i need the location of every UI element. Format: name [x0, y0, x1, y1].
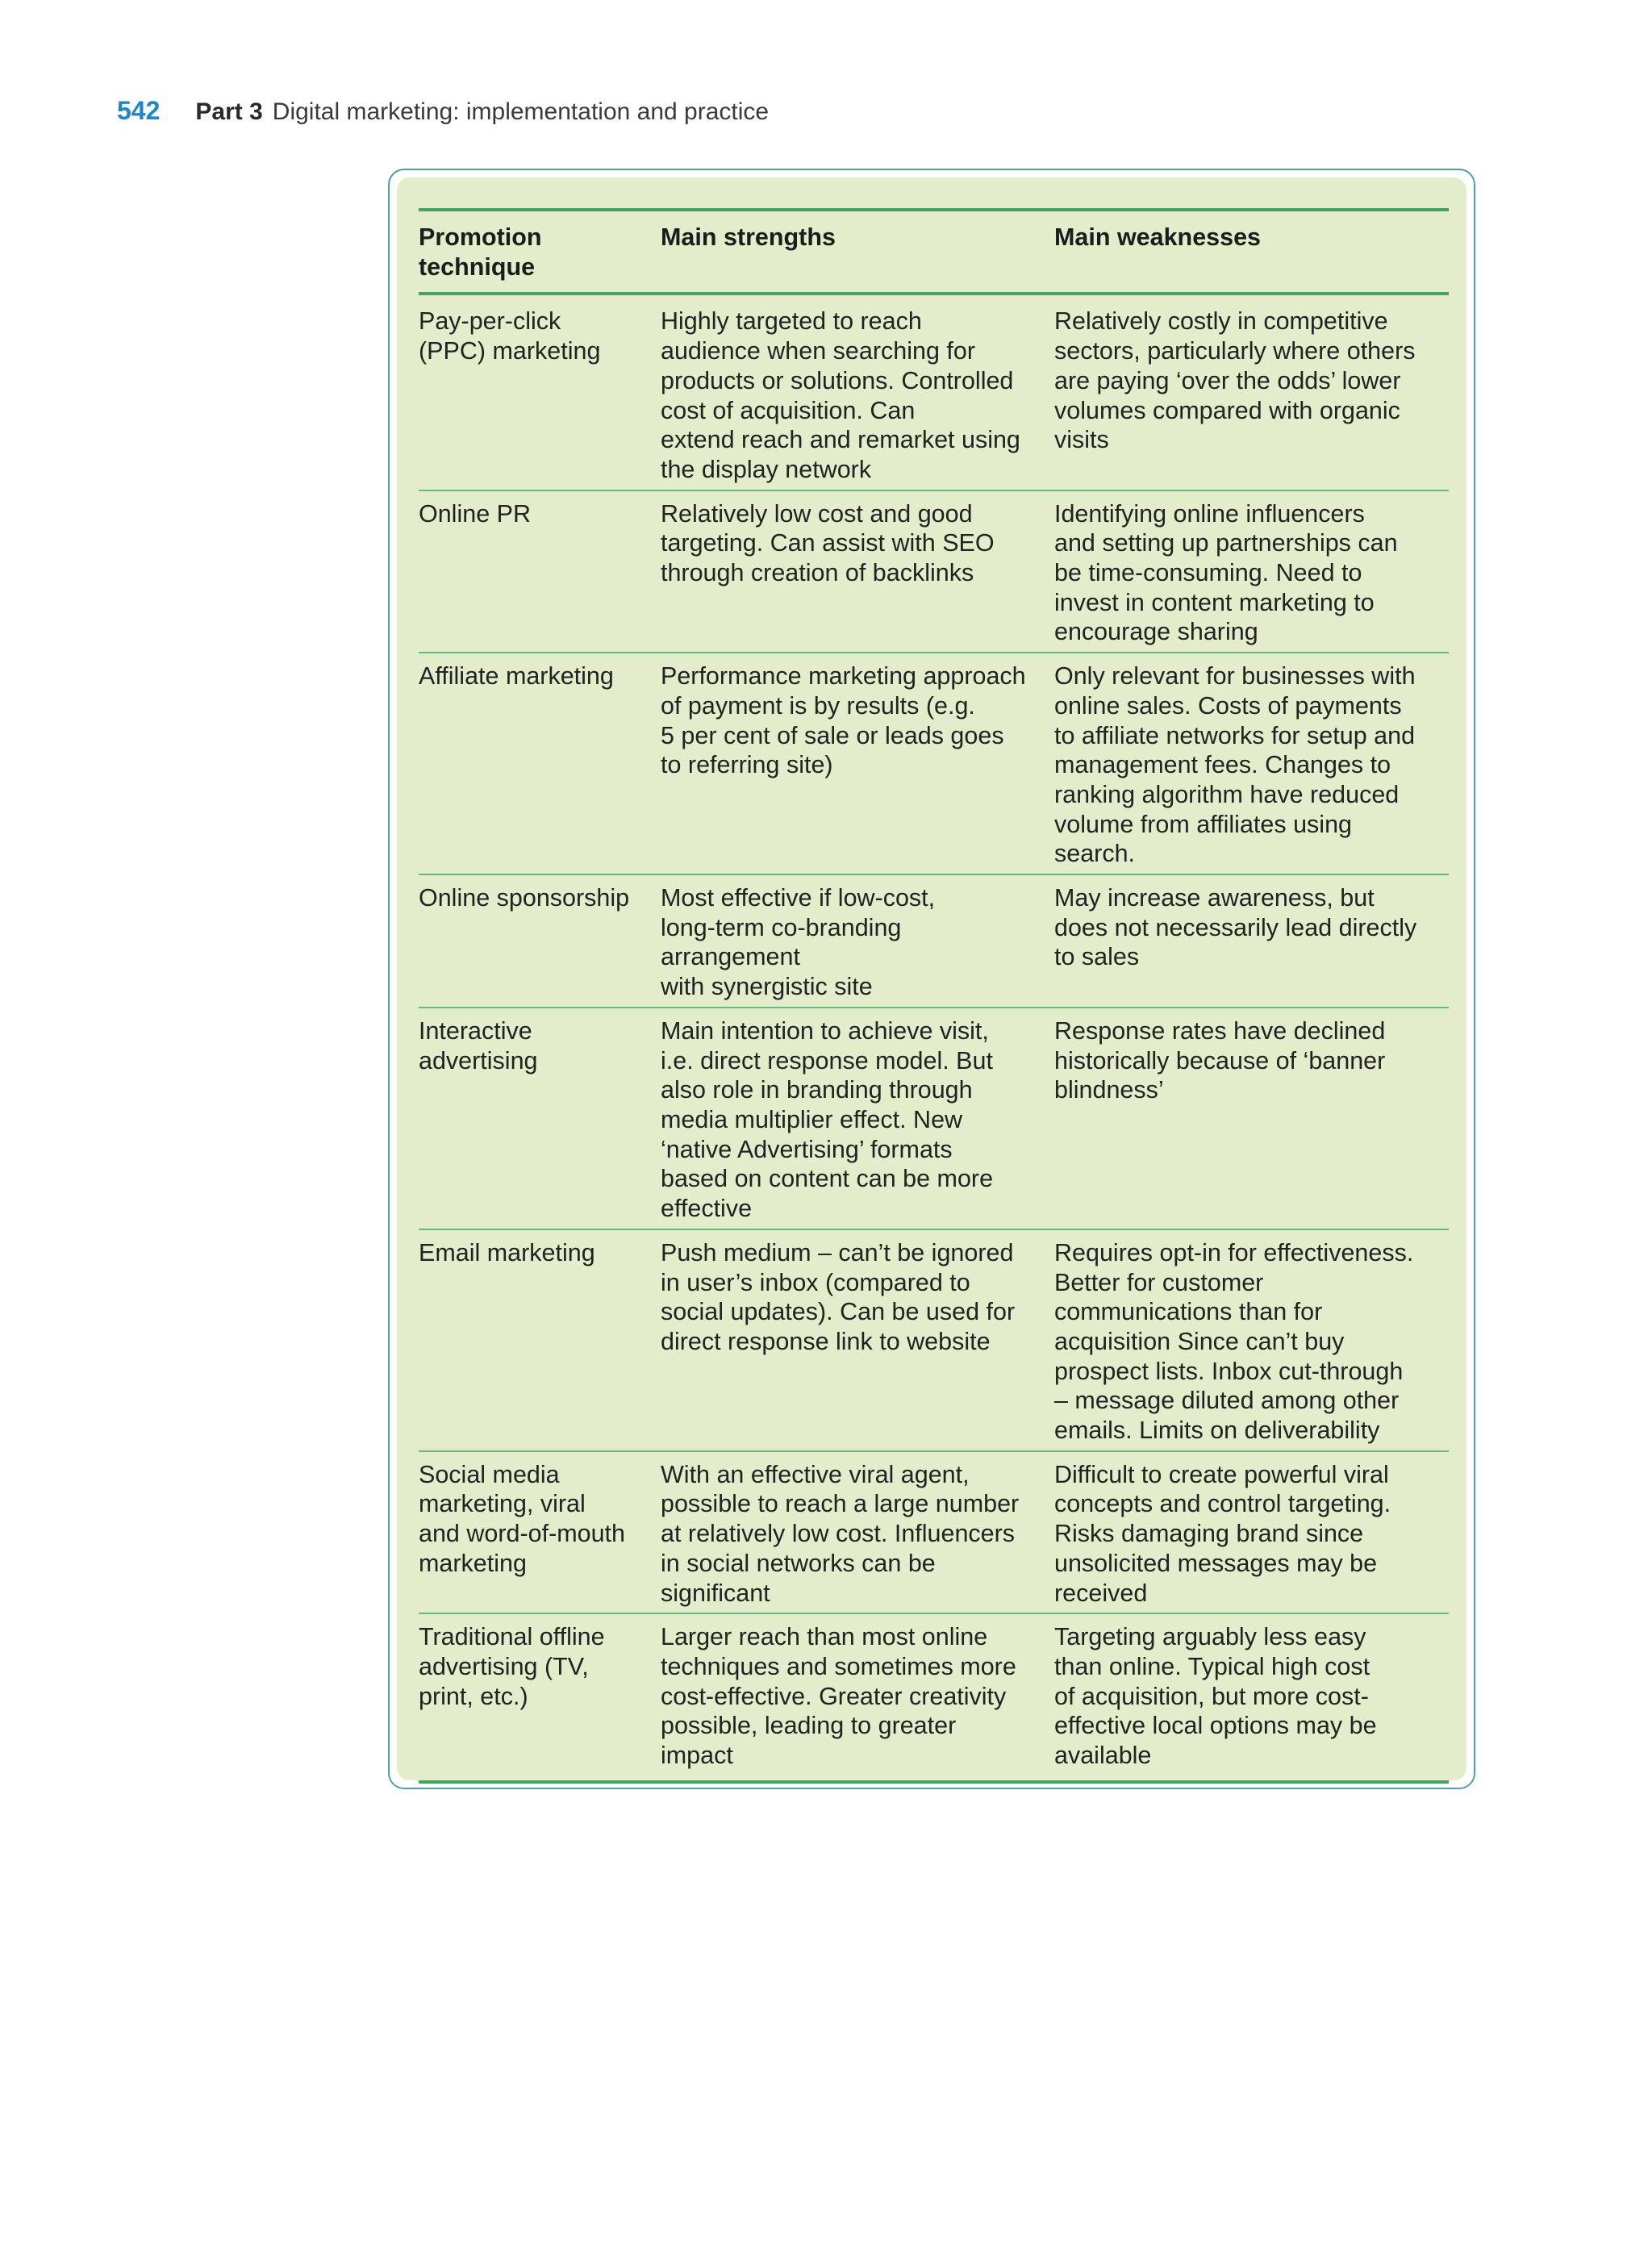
cell-line: direct response link to website	[661, 1327, 991, 1355]
cell-line: effective	[661, 1195, 753, 1223]
cell-line: invest in content marketing to	[1054, 588, 1375, 616]
table-panel	[397, 177, 1466, 1780]
cell-weaknesses	[1054, 653, 1449, 874]
cell-line: the display network	[661, 455, 872, 483]
running-head	[117, 90, 769, 131]
table-row	[419, 490, 1449, 653]
table-body	[419, 294, 1449, 1781]
cell-line: May increase awareness, but	[1054, 884, 1375, 912]
cell-line: cost of acquisition. Can	[661, 396, 916, 424]
column-header-technique	[419, 210, 661, 294]
cell-weaknesses	[1054, 1229, 1449, 1451]
cell-line: be time-consuming. Need to	[1054, 559, 1362, 587]
cell-line: marketing	[419, 1549, 527, 1577]
cell-line: to affiliate networks for setup and	[1054, 721, 1416, 749]
column-header-weaknesses	[1054, 210, 1449, 294]
cell-line: cost-effective. Greater creativity	[661, 1682, 1007, 1710]
cell-line: ‘native Advertising’ formats	[661, 1135, 953, 1163]
cell-strengths	[661, 1613, 1054, 1782]
cell-line: arrangement	[661, 943, 800, 971]
cell-line: in user’s inbox (compared to	[661, 1268, 970, 1296]
cell-technique	[419, 653, 661, 874]
part-label: Part 3	[195, 98, 263, 125]
cell-line: Online sponsorship	[419, 884, 630, 912]
cell-line: acquisition Since can’t buy	[1054, 1327, 1345, 1355]
cell-strengths	[661, 294, 1054, 490]
cell-line: Pay-per-click	[419, 307, 561, 336]
cell-line: effective local options may be	[1054, 1712, 1377, 1740]
cell-line: available	[1054, 1742, 1152, 1770]
cell-weaknesses	[1054, 1451, 1449, 1614]
cell-line: historically because of ‘banner	[1054, 1046, 1386, 1075]
header-line: Promotion	[419, 223, 542, 251]
cell-strengths	[661, 1008, 1054, 1229]
cell-line: long-term co-branding	[661, 913, 902, 941]
cell-line: based on content can be more	[661, 1165, 994, 1193]
cell-line: sectors, particularly where others	[1054, 337, 1416, 365]
cell-line: of payment is by results (e.g.	[661, 691, 975, 720]
cell-line: blindness’	[1054, 1076, 1164, 1104]
table-row	[419, 294, 1449, 490]
cell-line: Social media	[419, 1460, 560, 1488]
cell-line: Requires opt-in for effectiveness.	[1054, 1238, 1414, 1266]
table-row	[419, 653, 1449, 874]
cell-line: with synergistic site	[661, 973, 873, 1001]
cell-line: advertising	[419, 1046, 538, 1075]
column-header-strengths	[661, 210, 1054, 294]
cell-line: communications than for	[1054, 1298, 1323, 1326]
cell-line: Traditional offline	[419, 1623, 605, 1651]
cell-line: in social networks can be	[661, 1549, 936, 1577]
cell-line: With an effective viral agent,	[661, 1460, 970, 1488]
cell-line: volume from affiliates using	[1054, 810, 1352, 838]
cell-line: Targeting arguably less easy	[1054, 1623, 1366, 1651]
cell-weaknesses	[1054, 874, 1449, 1008]
cell-line: extend reach and remarket using	[661, 426, 1020, 454]
cell-line: also role in branding through	[661, 1076, 973, 1104]
cell-line: possible to reach a large number	[661, 1490, 1020, 1518]
cell-strengths	[661, 1451, 1054, 1614]
table-row	[419, 1451, 1449, 1614]
cell-line: Push medium – can’t be ignored	[661, 1238, 1014, 1266]
cell-strengths	[661, 874, 1054, 1008]
cell-line: Most effective if low-cost,	[661, 884, 936, 912]
cell-line: through creation of backlinks	[661, 559, 974, 587]
cell-line: Interactive	[419, 1016, 532, 1045]
cell-line: prospect lists. Inbox cut-through	[1054, 1357, 1404, 1385]
cell-line: social updates). Can be used for	[661, 1298, 1016, 1326]
cell-line: targeting. Can assist with SEO	[661, 529, 995, 557]
cell-line: are paying ‘over the odds’ lower	[1054, 366, 1401, 394]
cell-weaknesses	[1054, 294, 1449, 490]
cell-line: print, etc.)	[419, 1682, 528, 1710]
cell-line: Affiliate marketing	[419, 662, 614, 691]
cell-line: online sales. Costs of payments	[1054, 691, 1402, 720]
cell-line: Highly targeted to reach	[661, 307, 922, 336]
cell-line: audience when searching for	[661, 337, 975, 365]
cell-line: and word-of-mouth	[419, 1520, 625, 1548]
cell-line: received	[1054, 1579, 1148, 1607]
cell-line: Larger reach than most online	[661, 1623, 988, 1651]
cell-line: Response rates have declined	[1054, 1016, 1386, 1045]
cell-line: does not necessarily lead directly	[1054, 913, 1417, 941]
cell-line: Difficult to create powerful viral	[1054, 1460, 1389, 1488]
cell-weaknesses	[1054, 1008, 1449, 1229]
cell-technique	[419, 1451, 661, 1614]
table-header	[419, 210, 1449, 294]
cell-strengths	[661, 1229, 1054, 1451]
header-line: technique	[419, 252, 536, 281]
cell-line: volumes compared with organic	[1054, 396, 1400, 424]
header-line: Main weaknesses	[1054, 223, 1262, 251]
table-row	[419, 874, 1449, 1008]
cell-technique	[419, 1229, 661, 1451]
cell-line: products or solutions. Controlled	[661, 366, 1014, 394]
cell-line: Relatively low cost and good	[661, 499, 973, 528]
cell-line: Better for customer	[1054, 1268, 1264, 1296]
cell-line: (PPC) marketing	[419, 337, 601, 365]
cell-line: techniques and sometimes more	[661, 1652, 1016, 1680]
cell-strengths	[661, 653, 1054, 874]
cell-line: Main intention to achieve visit,	[661, 1016, 989, 1045]
cell-weaknesses	[1054, 1613, 1449, 1782]
cell-technique	[419, 1008, 661, 1229]
cell-line: unsolicited messages may be	[1054, 1549, 1378, 1577]
cell-line: Risks damaging brand since	[1054, 1520, 1364, 1548]
cell-line: at relatively low cost. Influencers	[661, 1520, 1016, 1548]
cell-line: Email marketing	[419, 1238, 595, 1266]
cell-technique	[419, 1613, 661, 1782]
table-row	[419, 1613, 1449, 1782]
header-line: Main strengths	[661, 223, 836, 251]
cell-line: visits	[1054, 426, 1109, 454]
cell-line: Only relevant for businesses with	[1054, 662, 1416, 691]
cell-line: emails. Limits on deliverability	[1054, 1417, 1380, 1445]
cell-technique	[419, 294, 661, 490]
cell-line: i.e. direct response model. But	[661, 1046, 993, 1075]
cell-line: 5 per cent of sale or leads goes	[661, 721, 1004, 749]
table-frame	[388, 169, 1475, 1789]
cell-line: impact	[661, 1742, 733, 1770]
cell-line: possible, leading to greater	[661, 1712, 957, 1740]
cell-line: Relatively costly in competitive	[1054, 307, 1388, 336]
cell-technique	[419, 490, 661, 653]
part-title: Digital marketing: implementation and practice	[272, 98, 770, 125]
cell-technique	[419, 874, 661, 1008]
cell-line: search.	[1054, 840, 1136, 868]
cell-line: Online PR	[419, 499, 532, 528]
cell-line: encourage sharing	[1054, 618, 1258, 646]
cell-line: Performance marketing approach	[661, 662, 1026, 691]
cell-line: marketing, viral	[419, 1490, 586, 1518]
cell-line: concepts and control targeting.	[1054, 1490, 1391, 1518]
cell-strengths	[661, 490, 1054, 653]
cell-weaknesses	[1054, 490, 1449, 653]
page-number: 542	[117, 96, 161, 125]
cell-line: significant	[661, 1579, 770, 1607]
cell-line: advertising (TV,	[419, 1652, 589, 1680]
promotion-techniques-table	[419, 208, 1449, 1784]
cell-line: of acquisition, but more cost-	[1054, 1682, 1369, 1710]
cell-line: ranking algorithm have reduced	[1054, 780, 1400, 808]
cell-line: to referring site)	[661, 751, 833, 779]
cell-line: media multiplier effect. New	[661, 1105, 963, 1133]
cell-line: to sales	[1054, 943, 1140, 971]
cell-line: – message diluted among other	[1054, 1387, 1400, 1415]
cell-line: Identifying online influencers	[1054, 499, 1365, 528]
table-row	[419, 1229, 1449, 1451]
cell-line: than online. Typical high cost	[1054, 1652, 1370, 1680]
table-header-row	[419, 210, 1449, 294]
cell-line: and setting up partnerships can	[1054, 529, 1398, 557]
cell-line: management fees. Changes to	[1054, 751, 1391, 779]
table-row	[419, 1008, 1449, 1229]
